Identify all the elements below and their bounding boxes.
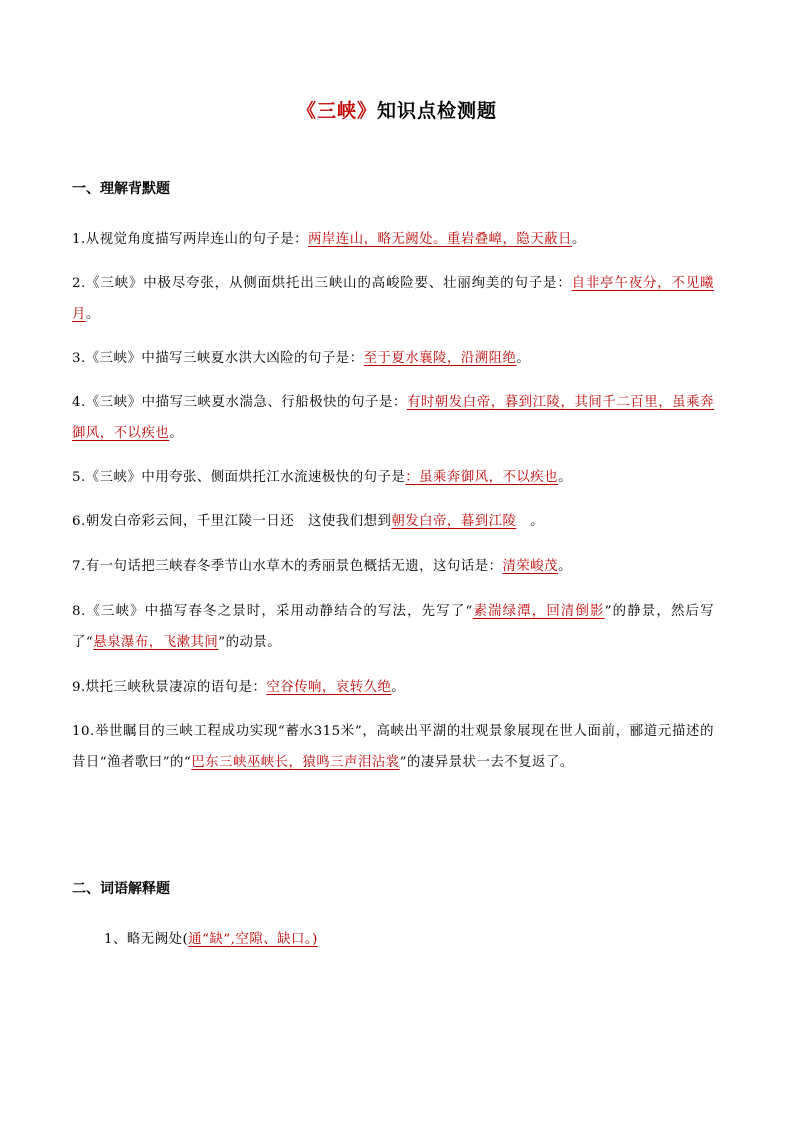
question-6 [72,506,714,537]
question-text: 。 [558,559,572,574]
answer-text: 悬泉瀑布，飞漱其间 [93,635,219,650]
question-7 [72,551,714,582]
answer-text: 通“缺”,空隙、缺口。) [188,932,318,947]
question-9 [72,672,714,703]
question-text: 10.举世瞩目的三峡工程成功实现“蓄水315米”，高峡出平湖的壮观景象展现在世人面前，郦道元描述的昔日“渔者歌曰”的“ [72,724,714,770]
question-text: 9.烘托三峡秋景凄凉的语句是： [72,680,267,695]
question-text: ”的凄异景状一去不复返了。 [399,755,574,770]
question-text: 8.《三峡》中描写春冬之景时，采用动静结合的写法，先写了“ [72,604,473,619]
answer-text: 自非亭午夜分，不见曦月 [72,276,714,322]
answer-text: 素湍绿潭，回清倒影 [472,604,605,619]
answer-text: ：虽乘奔御风，不以疾也 [405,470,559,485]
section-heading-vocabulary: 二、词语解释题 [72,881,170,897]
question-3 [72,343,714,374]
question-1 [72,224,714,255]
question-text: ”的动景。 [218,635,282,650]
question-text: 。 [85,307,100,322]
question-text: 6.朝发白帝彩云间，千里江陵一日还 这使我们想到 [72,514,392,529]
answer-text: 有时朝发白帝，暮到江陵，其间千二百里，虽乘奔御风，不以疾也 [72,395,714,441]
question-text: 。 [571,232,586,247]
answer-text: 朝发白帝，暮到江陵 [391,514,517,529]
question-4 [72,387,714,449]
answer-text: 清荣峻茂 [502,559,559,574]
question-text: ”的静景，然后写了“ [72,604,714,650]
question-text: 1.从视觉角度描写两岸连山的句子是： [72,232,309,247]
question-8 [72,596,714,658]
page-title [0,96,794,123]
question-text: 。 [558,470,572,485]
question-text: 。 [391,680,406,695]
question-text: 。 [169,426,184,441]
vocab-item-1 [104,924,746,955]
title-rest: 知识点检测题 [377,100,498,122]
question-text: 4.《三峡》中描写三峡夏水湍急、行船极快的句子是： [72,395,407,410]
question-5 [72,462,714,493]
section-heading-recitation: 一、理解背默题 [72,181,170,197]
question-text: 7.有一句话把三峡春冬季节山水草木的秀丽景色概括无遗，这句话是： [72,559,503,574]
title-book-name: 《三峡》 [296,100,377,122]
answer-text: 至于夏水襄陵，沿溯阻绝 [363,351,517,366]
answer-text: 两岸连山，略无阙处。重岩叠嶂，隐天蔽日 [308,232,572,247]
answer-text: 巴东三峡巫峡长，猿鸣三声泪沾裳 [191,755,400,770]
question-text: 5.《三峡》中用夸张、侧面烘托江水流速极快的句子是 [72,470,406,485]
question-text: 。 [516,514,545,529]
answer-text: 空谷传响，哀转久绝 [266,680,392,695]
question-text: 3.《三峡》中描写三峡夏水洪大凶险的句子是： [72,351,364,366]
question-text: 。 [516,351,531,366]
question-text: 1、略无阙处( [104,932,189,947]
question-text: 2.《三峡》中极尽夸张，从侧面烘托出三峡山的高峻险要、壮丽绚美的句子是： [72,276,572,291]
question-10 [72,716,714,778]
question-2 [72,268,714,330]
